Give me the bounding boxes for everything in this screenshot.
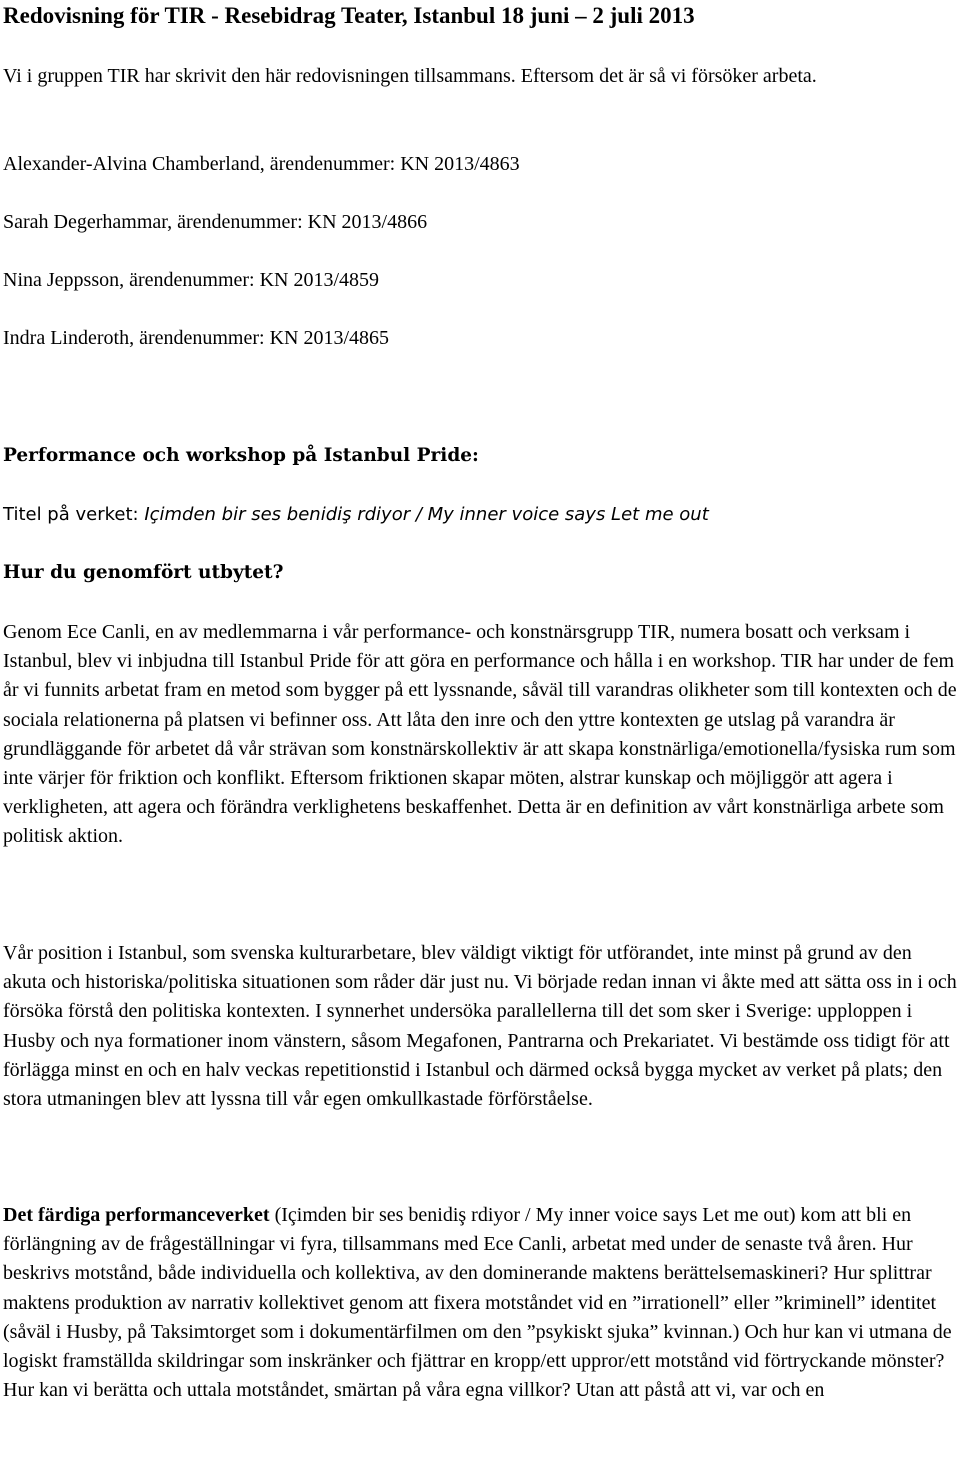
work-title-label: Titel på verket: — [3, 504, 145, 525]
member-line: Alexander-Alvina Chamberland, ärendenummer: KN 2013/4863 — [3, 153, 520, 175]
intro-text: Vi i gruppen TIR har skrivit den här redovisningen tillsammans. Eftersom det är så vi försöker arbeta. — [3, 65, 817, 87]
paragraph-body-text: (Içimden bir ses benidiş rdiyor / My inner voice says Let me out) kom att bli en förlängning av de frågeställningar vi fyra, tillsammans med Ece Canli, arbetat med under de senaste två åren. Hur beskrivs motstånd, både individuella och kollektiva, av den dominerande maktens berättelsemaskineri? Hur splittrar maktens produktion av narrativ kollektivet genom att fixera motståndet vid en ”irrationell” eller ”kriminell” identitet (såväl i Husby, på Taksimtorget som i dokumentärfilmen om den ”psykiskt sjuka” kvinnan.) Och hur kan vi utmana de logiskt framställda skildringar som inskränker och fjättrar en kropp/ett uppror/ett motstånd vid förtryckande mönster? Hur kan vi berätta och uttala motståndet, smärtan på våra egna villkor? Utan att påstå att vi, var och en — [3, 1204, 952, 1402]
member-line: Indra Linderoth, ärendenummer: KN 2013/4865 — [3, 327, 390, 349]
member-line: Nina Jeppsson, ärendenummer: KN 2013/4859 — [3, 269, 380, 291]
body-paragraph: Vår position i Istanbul, som svenska kulturarbetare, blev väldigt viktigt för utförandet, inte minst på grund av den akuta och historiska/politiska situationen som råder där just nu. Vi började redan innan vi åkte med att sätta oss in i och försöka förstå den politiska kontexten. I synnerhet undersöka parallellerna till det som sker i Sverige: upploppen i Husby och nya formationer inom vänstern, såsom Megafonen, Pantrarna och Prekariatet. Vi bestämde oss tidigt för att förlägga minst en och en halv veckas repetitionstid i Istanbul och därmed också bygga mycket av verket på plats; den stora utmaningen blev att lyssna till vår egen omkullkastade förförståelse. — [3, 942, 957, 1111]
question-heading: Hur du genomfört utbytet? — [3, 562, 284, 583]
work-title — [3, 502, 709, 528]
document-title: Redovisning för TIR - Resebidrag Teater, Istanbul 18 juni – 2 juli 2013 — [3, 3, 695, 28]
section-heading: Performance och workshop på Istanbul Pride: — [3, 445, 479, 466]
body-paragraph: Genom Ece Canli, en av medlemmarna i vår performance- och konstnärsgrupp TIR, numera bosatt och verksam i Istanbul, blev vi inbjudna till Istanbul Pride för att göra en performance och hålla i en workshop. TIR har under de fem år vi funnits arbetat fram en metod som bygger på ett lyssnande, såväl till varandras olikheter som till kontexten och de sociala relationerna på platsen vi befinner oss. Att låta den inre och den yttre kontexten ge utslag på varandra är grundläggande för arbetet då vår strävan som konstnärskollektiv är att skapa konstnärliga/emotionella/fysiska rum som inte värjer för friktion och konflikt. Eftersom friktionen skapar möten, alstrar kunskap och möjliggör att agera i verkligheten, att agera och förändra verklighetens beskaffenhet. Detta är en definition av vårt konstnärliga arbete som politisk aktion. — [3, 621, 957, 848]
work-title-value: Içimden bir ses benidiş rdiyor / My inner voice says Let me out — [144, 504, 709, 525]
body-paragraph — [3, 1201, 957, 1405]
paragraph-bold-lead: Det färdiga performanceverket — [3, 1204, 270, 1226]
member-line: Sarah Degerhammar, ärendenummer: KN 2013/4866 — [3, 211, 428, 233]
